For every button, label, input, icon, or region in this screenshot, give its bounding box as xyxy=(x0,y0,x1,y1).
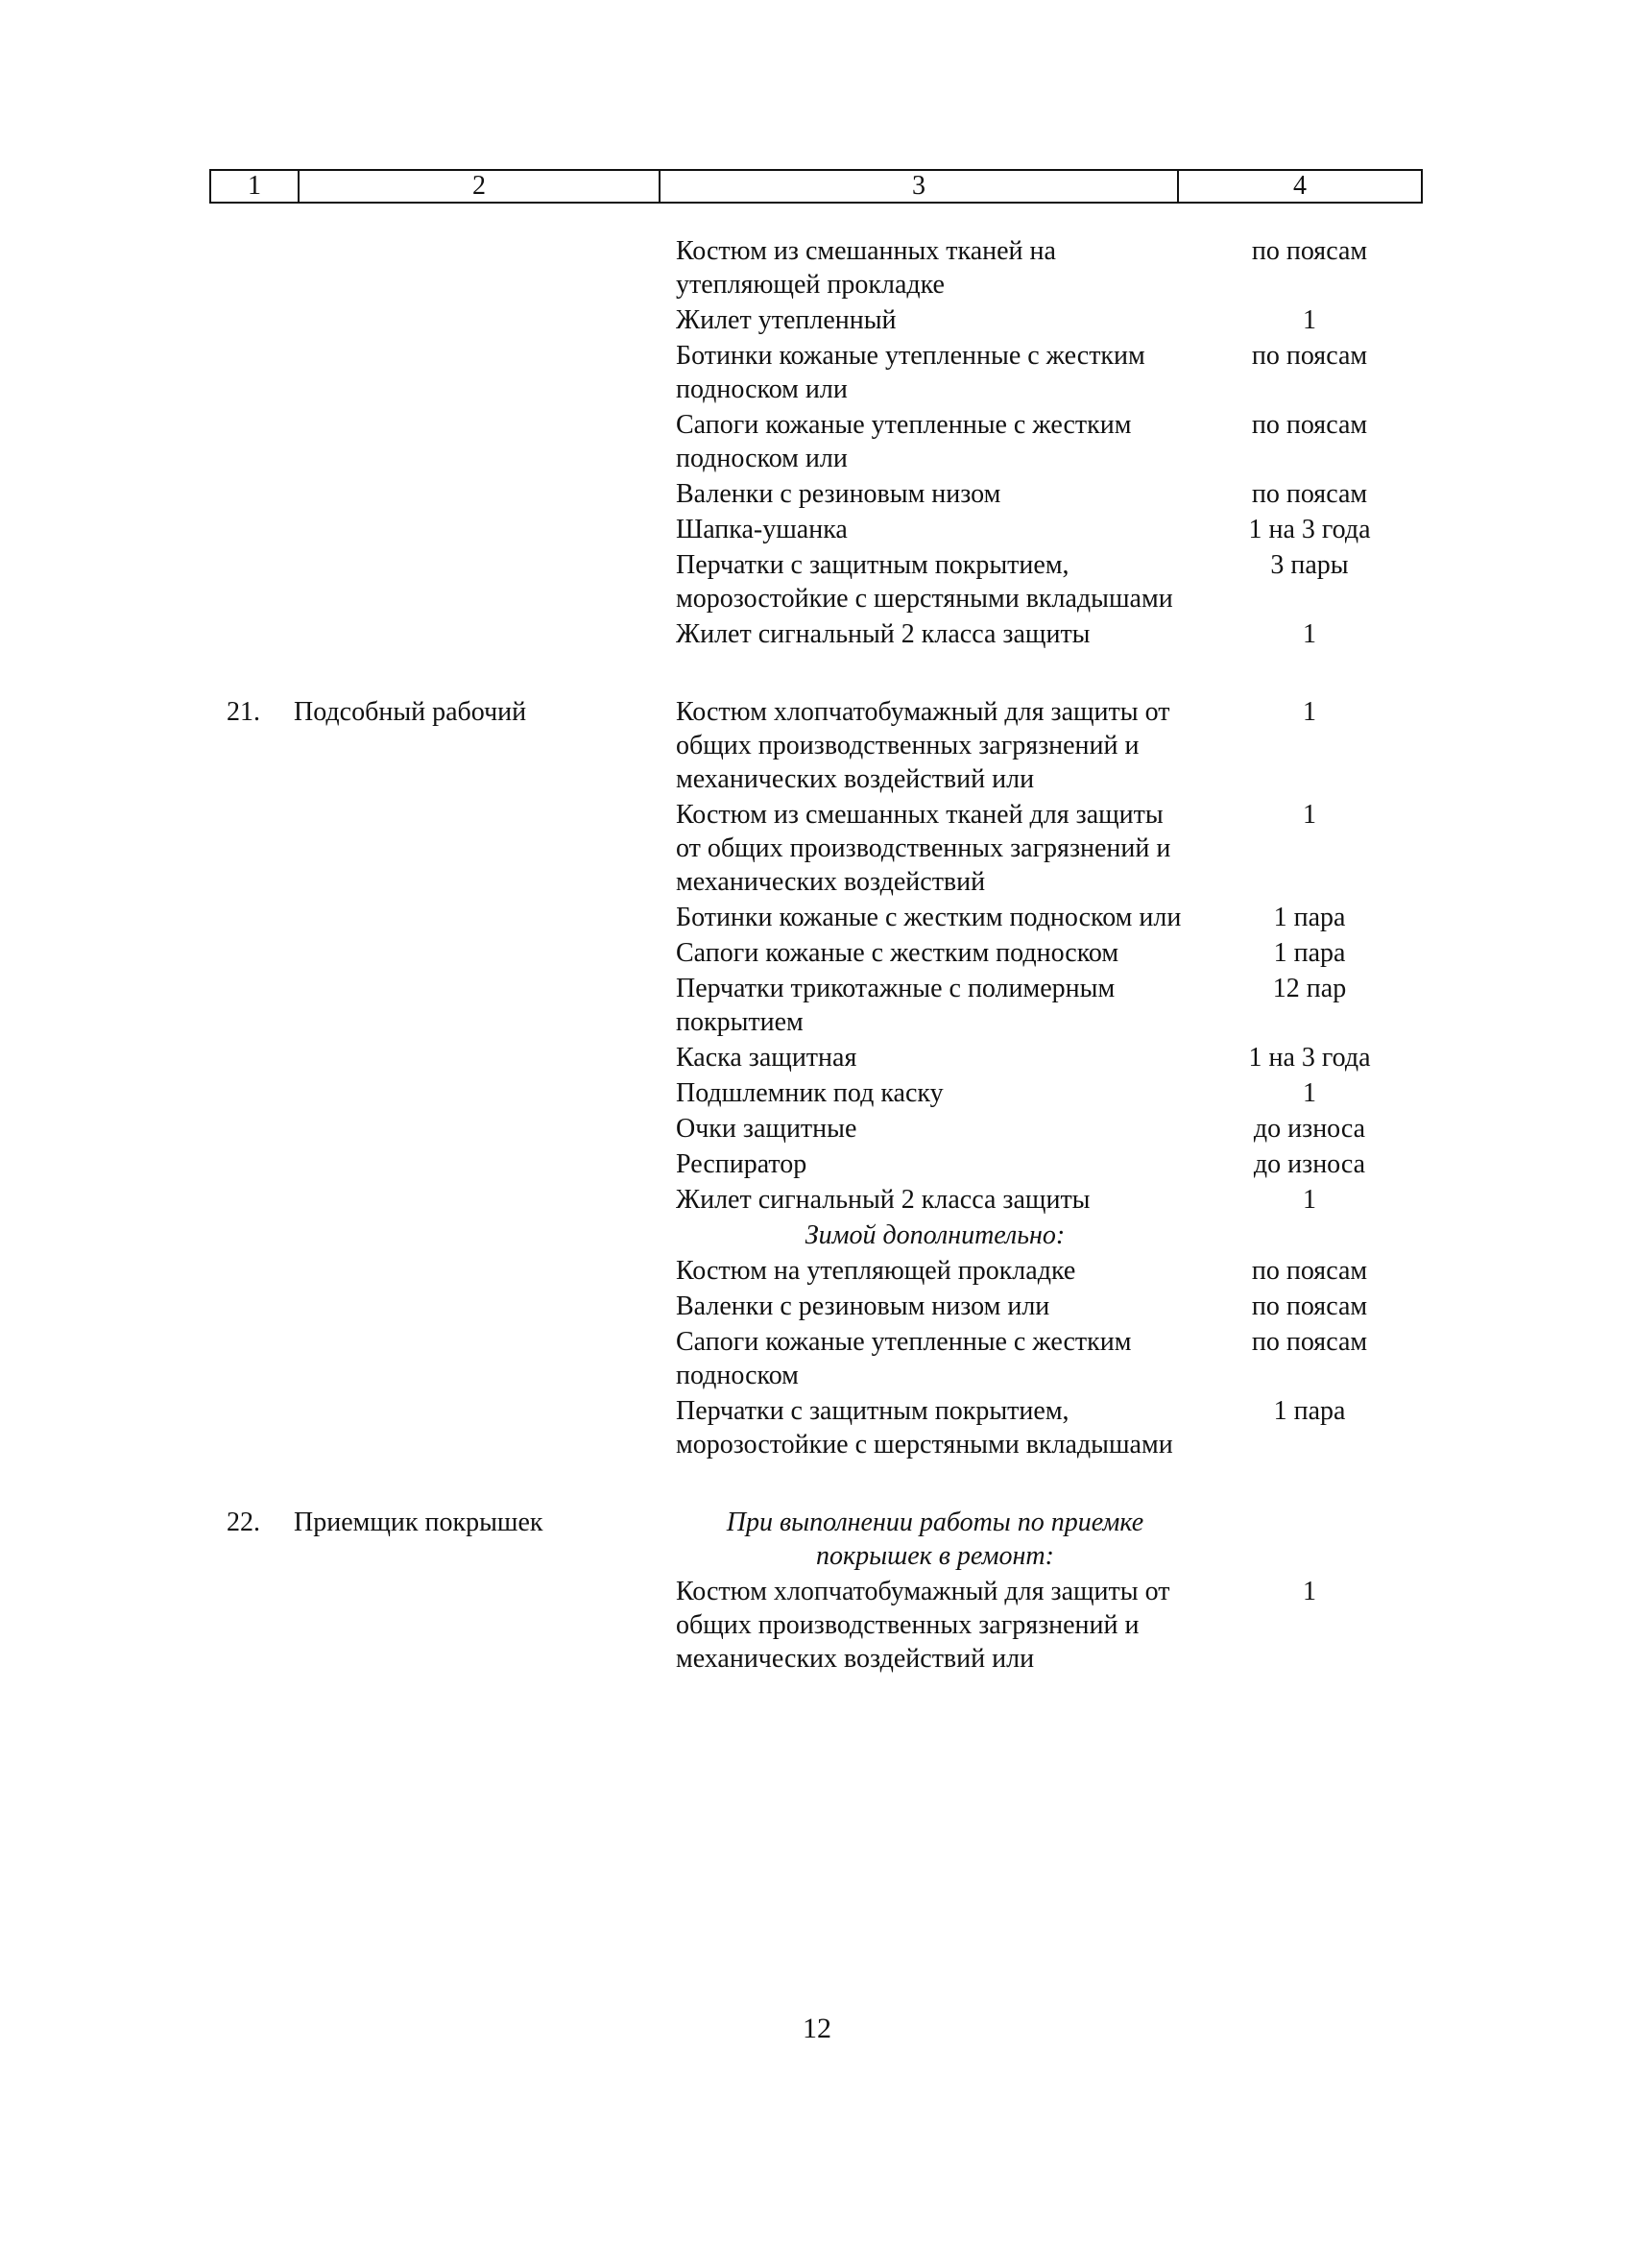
item-quantity: 1 xyxy=(1303,697,1316,727)
item-name: Жилет утепленный xyxy=(676,305,897,335)
page-number: 12 xyxy=(803,2013,831,2044)
item-name: Ботинки кожаные утепленные с жестким подноском или xyxy=(676,341,1145,404)
column-number-2: 2 xyxy=(300,171,661,202)
item-quantity: 3 пары xyxy=(1270,550,1349,580)
list-item xyxy=(676,972,1425,1039)
list-item xyxy=(676,1575,1425,1676)
item-quantity: 1 xyxy=(1303,619,1316,649)
column-number-1: 1 xyxy=(211,171,300,202)
item-quantity: по поясам xyxy=(1251,479,1368,509)
list-item xyxy=(676,1076,1425,1110)
list-item xyxy=(676,1147,1425,1181)
item-name: Очки защитные xyxy=(676,1114,857,1144)
item-quantity: по поясам xyxy=(1251,1256,1368,1286)
entry-separator xyxy=(0,653,1634,695)
item-quantity: 1 пара xyxy=(1273,903,1346,932)
item-quantity: 1 xyxy=(1303,800,1316,830)
item-quantity: 12 пар xyxy=(1272,974,1347,1003)
list-item xyxy=(676,901,1425,934)
item-name: Костюм хлопчатобумажный для защиты от общих производственных загрязнений и механических воздействий или xyxy=(676,1577,1170,1674)
item-quantity: по поясам xyxy=(1251,410,1368,440)
item-quantity: по поясам xyxy=(1251,341,1368,371)
list-item xyxy=(676,1290,1425,1323)
item-quantity: 1 xyxy=(1303,1577,1316,1606)
item-name: Костюм на утепляющей прокладке xyxy=(676,1256,1076,1286)
entry-separator xyxy=(0,1463,1634,1506)
item-quantity: 1 xyxy=(1303,305,1316,335)
item-quantity: 1 xyxy=(1303,1078,1316,1108)
list-item xyxy=(676,1183,1425,1217)
list-item xyxy=(676,548,1425,615)
list-item xyxy=(676,408,1425,475)
entry-number: 22. xyxy=(227,1508,260,1537)
list-item xyxy=(676,695,1425,796)
list-item xyxy=(676,1112,1425,1146)
item-name: Ботинки кожаные с жестким подноском или xyxy=(676,903,1182,932)
item-name: Валенки с резиновым низом или xyxy=(676,1291,1050,1321)
entry-role: Приемщик покрышек xyxy=(294,1508,543,1537)
entry-number: 21. xyxy=(227,697,260,727)
list-item xyxy=(676,1254,1425,1288)
list-item xyxy=(676,798,1425,899)
table-body xyxy=(0,234,1634,1677)
section-note: Зимой дополнительно: xyxy=(805,1220,1066,1250)
list-item xyxy=(676,617,1425,651)
equipment-list xyxy=(676,234,1425,651)
item-quantity: по поясам xyxy=(1251,1327,1368,1357)
item-quantity: 1 пара xyxy=(1273,1396,1346,1426)
list-item xyxy=(676,339,1425,406)
item-quantity: 1 xyxy=(1303,1185,1316,1215)
item-quantity: до износа xyxy=(1253,1149,1366,1179)
item-name: Перчатки с защитным покрытием, морозостойкие с шерстяными вкладышами xyxy=(676,1396,1173,1460)
item-name: Сапоги кожаные утепленные с жестким подноском xyxy=(676,1327,1132,1390)
item-name: Сапоги кожаные с жестким подноском xyxy=(676,938,1119,968)
item-name: Жилет сигнальный 2 класса защиты xyxy=(676,1185,1091,1215)
item-name: Шапка-ушанка xyxy=(676,515,848,544)
item-quantity: 1 пара xyxy=(1273,938,1346,968)
column-number-3: 3 xyxy=(661,171,1179,202)
item-name: Каска защитная xyxy=(676,1043,857,1073)
list-item xyxy=(676,936,1425,970)
section-note: При выполнении работы по приемке покрышек в ремонт: xyxy=(726,1508,1144,1571)
list-item xyxy=(676,234,1425,302)
column-number-4: 4 xyxy=(1293,171,1307,201)
item-quantity: 1 на 3 года xyxy=(1248,515,1371,544)
item-name: Респиратор xyxy=(676,1149,807,1179)
list-item xyxy=(676,1325,1425,1392)
item-name: Костюм хлопчатобумажный для защиты от общих производственных загрязнений и механических воздействий или xyxy=(676,697,1170,794)
item-name: Валенки с резиновым низом xyxy=(676,479,1001,509)
entry-role: Подсобный рабочий xyxy=(294,697,527,727)
item-name: Подшлемник под каску xyxy=(676,1078,944,1108)
item-name: Сапоги кожаные утепленные с жестким подноском или xyxy=(676,410,1132,473)
list-item xyxy=(676,1041,1425,1074)
item-name: Жилет сигнальный 2 класса защиты xyxy=(676,619,1091,649)
equipment-list xyxy=(676,695,1425,1461)
table-row xyxy=(0,695,1634,1461)
item-name: Костюм из смешанных тканей на утепляющей прокладке xyxy=(676,236,1056,300)
table-row xyxy=(0,234,1634,651)
item-name: Перчатки трикотажные с полимерным покрытием xyxy=(676,974,1116,1037)
equipment-list xyxy=(676,1506,1425,1676)
item-name: Костюм из смешанных тканей для защиты от общих производственных загрязнений и механических воздействий xyxy=(676,800,1171,897)
list-item xyxy=(676,303,1425,337)
item-quantity: 1 на 3 года xyxy=(1248,1043,1371,1073)
list-item xyxy=(676,513,1425,546)
item-name: Перчатки с защитным покрытием, морозостойкие с шерстяными вкладышами xyxy=(676,550,1173,614)
item-quantity: по поясам xyxy=(1251,1291,1368,1321)
item-quantity: по поясам xyxy=(1251,236,1368,266)
table-row xyxy=(0,1506,1634,1676)
list-item xyxy=(676,477,1425,511)
list-item xyxy=(676,1394,1425,1461)
column-number-header xyxy=(209,169,1423,204)
item-quantity: до износа xyxy=(1253,1114,1366,1144)
